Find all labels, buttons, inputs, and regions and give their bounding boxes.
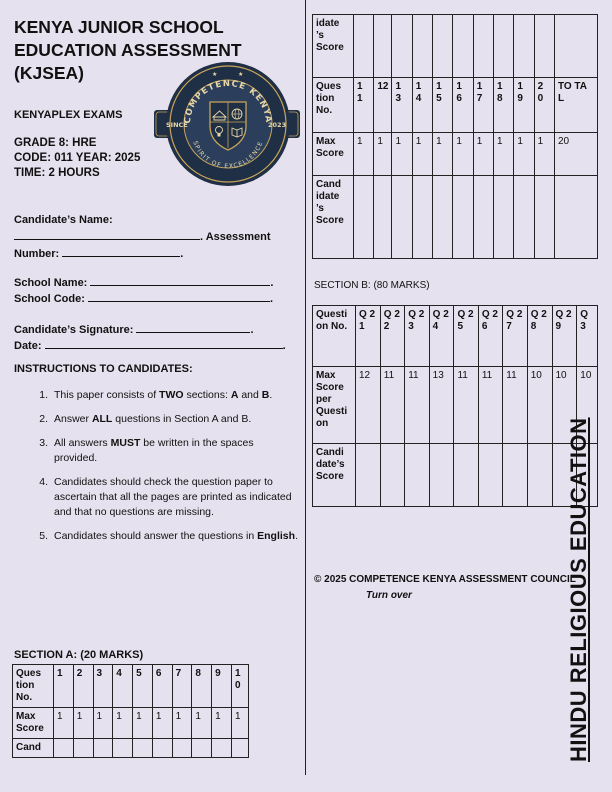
score-input-cell[interactable] (412, 176, 432, 259)
section-b-table (312, 305, 598, 507)
section-a-table-part2 (312, 14, 598, 259)
max-score-cell: 1 (73, 708, 93, 739)
instruction-item (14, 412, 298, 427)
max-score-cell: 10 (577, 367, 598, 444)
table-row (313, 176, 598, 259)
table-row (313, 78, 598, 133)
score-input-cell[interactable] (503, 444, 527, 507)
title-line-1: KENYA JUNIOR SCHOOL (14, 17, 224, 37)
question-number-cell: 1 4 (412, 78, 432, 133)
max-score-cell: 1 (494, 133, 514, 176)
score-input-cell[interactable] (514, 15, 534, 78)
question-number-cell: Q 2 1 (356, 306, 381, 367)
logo-bottom-text: SPIRIT OF EXCELLENCE (191, 140, 265, 171)
max-score-cell: 1 (172, 708, 192, 739)
score-input-cell[interactable] (356, 444, 381, 507)
instruction-number: 1. (39, 389, 48, 401)
instruction-item (14, 388, 298, 403)
max-score-cell: 1 (93, 708, 113, 739)
question-number-cell: 12 (374, 78, 392, 133)
title-line-3: (KJSEA) (14, 63, 85, 83)
question-number-cell: 1 6 (453, 78, 473, 133)
max-score-cell: 10 (527, 367, 552, 444)
table-row (13, 665, 249, 708)
question-number-cell: Q 3 (577, 306, 598, 367)
score-input-cell[interactable] (433, 15, 453, 78)
question-number-cell: 1 0 (232, 665, 249, 708)
question-number-cell: Q 2 2 (380, 306, 404, 367)
copyright-text: © 2025 COMPETENCE KENYA ASSESSMENT COUNCIL (314, 574, 576, 585)
grade-label: GRADE 8: HRE (14, 137, 97, 149)
candidate-score-label: Candi date’s Score (313, 444, 356, 507)
max-score-cell: 1 (212, 708, 232, 739)
max-score-label: Max Score (313, 133, 354, 176)
logo-top-text: COMPETENCE KENYA (182, 78, 274, 125)
max-score-cell: 11 (380, 367, 404, 444)
period: . (250, 324, 254, 336)
max-score-cell: 1 (453, 133, 473, 176)
period: . (180, 248, 184, 260)
score-input-cell[interactable] (392, 15, 412, 78)
question-number-cell: 5 (133, 665, 153, 708)
assessment-label: . Assessment (200, 231, 271, 243)
score-input-cell[interactable] (514, 176, 534, 259)
date-field[interactable] (45, 338, 283, 349)
score-input-cell[interactable] (453, 176, 473, 259)
score-input-cell[interactable] (494, 176, 514, 259)
organization: KENYAPLEX EXAMS (14, 109, 123, 121)
candidate-score-label: Cand (13, 739, 54, 758)
max-score-cell: 11 (503, 367, 527, 444)
score-input-cell[interactable] (133, 739, 153, 758)
instruction-text: Candidates should check the question paper to ascertain that all the pages are printed as indicated and that no questions are missing. (54, 476, 292, 518)
question-number-cell: Q 2 7 (503, 306, 527, 367)
instruction-number: 5. (39, 530, 48, 542)
logo-emblem-icon (152, 54, 302, 190)
max-score-cell: 1 (473, 133, 493, 176)
score-input-cell[interactable] (473, 15, 493, 78)
total-max-cell: 20 (554, 133, 597, 176)
question-number-cell: 1 9 (514, 78, 534, 133)
school-name-label: School Name: (14, 277, 88, 289)
score-input-cell[interactable] (554, 15, 597, 78)
score-input-cell[interactable] (534, 176, 554, 259)
signature-label: Candidate’s Signature: (14, 324, 134, 336)
table-row (313, 367, 598, 444)
max-score-label: Max Score per Questi on (313, 367, 356, 444)
instruction-number: 2. (39, 413, 48, 425)
question-number-cell: Q 2 8 (527, 306, 552, 367)
max-score-cell: 1 (192, 708, 212, 739)
score-input-cell[interactable] (473, 176, 493, 259)
svg-text:★: ★ (212, 71, 218, 78)
score-input-cell[interactable] (374, 15, 392, 78)
candidate-name-label: Candidate’s Name: (14, 214, 113, 226)
school-block (14, 275, 298, 307)
score-input-cell[interactable] (494, 15, 514, 78)
max-score-cell: 1 (113, 708, 133, 739)
question-number-cell: 1 7 (473, 78, 493, 133)
question-number-label: Questi on No. (313, 306, 356, 367)
section-a-heading: SECTION A: (20 MARKS) (14, 649, 144, 661)
section-a-table-part1 (12, 664, 249, 758)
score-input-cell[interactable] (433, 176, 453, 259)
signature-block (14, 322, 298, 354)
table-row (313, 133, 598, 176)
table-row (13, 739, 249, 758)
max-score-cell: 1 (514, 133, 534, 176)
score-input-cell[interactable] (527, 444, 552, 507)
instruction-text: This paper consists of TWO sections: A and B. (54, 389, 273, 401)
max-score-cell: 11 (405, 367, 429, 444)
logo-year: 2023 (268, 121, 287, 129)
candidate-score-label-cont: idate ’s Score (313, 15, 354, 78)
max-score-cell: 11 (478, 367, 502, 444)
score-input-cell[interactable] (354, 15, 374, 78)
score-input-cell[interactable] (478, 444, 502, 507)
question-number-cell: 6 (152, 665, 172, 708)
score-input-cell[interactable] (453, 15, 473, 78)
max-score-cell: 1 (392, 133, 412, 176)
score-input-cell[interactable] (113, 739, 133, 758)
signature-field[interactable] (136, 322, 250, 333)
score-input-cell[interactable] (73, 739, 93, 758)
period: . (270, 277, 274, 289)
instruction-number: 4. (39, 476, 48, 488)
logo-since: SINCE (166, 121, 188, 129)
question-number-label: Ques tion No. (313, 78, 354, 133)
candidate-score-label: Cand idate ’s Score (313, 176, 354, 259)
number-label: Number: (14, 248, 60, 260)
question-number-cell: 8 (192, 665, 212, 708)
score-input-cell[interactable] (405, 444, 429, 507)
exam-details (14, 136, 140, 181)
score-input-cell[interactable] (429, 444, 454, 507)
instructions-heading: INSTRUCTIONS TO CANDIDATES: (14, 363, 193, 375)
max-score-cell: 1 (133, 708, 153, 739)
column-divider (305, 0, 306, 775)
question-number-cell: Q 2 6 (478, 306, 502, 367)
score-input-cell[interactable] (232, 739, 249, 758)
question-number-cell: 4 (113, 665, 133, 708)
score-input-cell[interactable] (354, 176, 374, 259)
instruction-text: Candidates should answer the questions in English. (54, 530, 298, 542)
candidate-name-block (14, 212, 298, 263)
question-number-cell: Q 2 3 (405, 306, 429, 367)
school-name-field[interactable] (90, 275, 270, 286)
question-number-cell: 1 1 (354, 78, 374, 133)
assessment-number-field[interactable] (62, 246, 180, 257)
competence-kenya-logo (152, 54, 302, 190)
max-score-cell: 1 (534, 133, 554, 176)
score-input-cell[interactable] (412, 15, 432, 78)
turn-over-label: Turn over (366, 590, 412, 601)
max-score-cell: 13 (429, 367, 454, 444)
question-number-cell: 1 8 (494, 78, 514, 133)
subject-side-title: HINDU RELIGIOUS EDUCATION (566, 417, 591, 762)
school-code-field[interactable] (88, 291, 270, 302)
code-label: CODE: 011 YEAR: 2025 (14, 152, 141, 164)
score-input-cell[interactable] (172, 739, 192, 758)
period: . (269, 293, 274, 305)
max-score-cell: 1 (433, 133, 453, 176)
score-input-cell[interactable] (374, 176, 392, 259)
time-label: TIME: 2 HOURS (14, 167, 100, 179)
table-row (13, 708, 249, 739)
score-input-cell[interactable] (54, 739, 74, 758)
max-score-cell: 1 (412, 133, 432, 176)
max-score-cell: 1 (374, 133, 392, 176)
max-score-cell: 11 (454, 367, 478, 444)
score-input-cell[interactable] (380, 444, 404, 507)
total-label-cell: TO TA L (554, 78, 597, 133)
question-number-cell: 1 3 (392, 78, 412, 133)
score-input-cell[interactable] (212, 739, 232, 758)
max-score-cell: 1 (54, 708, 74, 739)
max-score-cell: 1 (354, 133, 374, 176)
question-number-cell: 3 (93, 665, 113, 708)
max-score-cell: 1 (232, 708, 249, 739)
period: . (282, 340, 286, 352)
question-number-cell: Q 2 9 (552, 306, 577, 367)
date-label: Date: (14, 340, 42, 352)
max-score-cell: 1 (152, 708, 172, 739)
max-score-cell: 12 (356, 367, 381, 444)
section-b-heading: SECTION B: (80 MARKS) (314, 280, 430, 291)
instruction-item (14, 529, 298, 544)
instruction-item (14, 475, 298, 520)
score-input-cell[interactable] (152, 739, 172, 758)
question-number-cell: 7 (172, 665, 192, 708)
question-number-cell: 9 (212, 665, 232, 708)
score-input-cell[interactable] (454, 444, 478, 507)
question-number-cell: 2 0 (534, 78, 554, 133)
question-number-cell: 1 (54, 665, 74, 708)
svg-text:★: ★ (238, 71, 244, 78)
total-score-input-cell[interactable] (554, 176, 597, 259)
school-code-label: School Code: (14, 293, 85, 305)
max-score-label: Max Score (13, 708, 54, 739)
instructions-list (14, 388, 298, 553)
question-number-cell: 2 (73, 665, 93, 708)
instruction-text: All answers MUST be written in the spaces provided. (54, 437, 254, 464)
score-input-cell[interactable] (392, 176, 412, 259)
title-line-2: EDUCATION ASSESSMENT (14, 40, 242, 60)
table-row (313, 15, 598, 78)
instruction-text: Answer ALL questions in Section A and B. (54, 413, 252, 425)
score-input-cell[interactable] (534, 15, 554, 78)
table-row (313, 306, 598, 367)
score-input-cell[interactable] (192, 739, 212, 758)
max-score-cell: 10 (552, 367, 577, 444)
question-number-label: Ques tion No. (13, 665, 54, 708)
candidate-name-field[interactable] (14, 229, 200, 240)
question-number-cell: Q 2 4 (429, 306, 454, 367)
instruction-number: 3. (39, 437, 48, 449)
score-input-cell[interactable] (93, 739, 113, 758)
question-number-cell: Q 2 5 (454, 306, 478, 367)
instruction-item (14, 436, 298, 466)
copyright-footer (314, 572, 594, 604)
table-row (313, 444, 598, 507)
question-number-cell: 1 5 (433, 78, 453, 133)
